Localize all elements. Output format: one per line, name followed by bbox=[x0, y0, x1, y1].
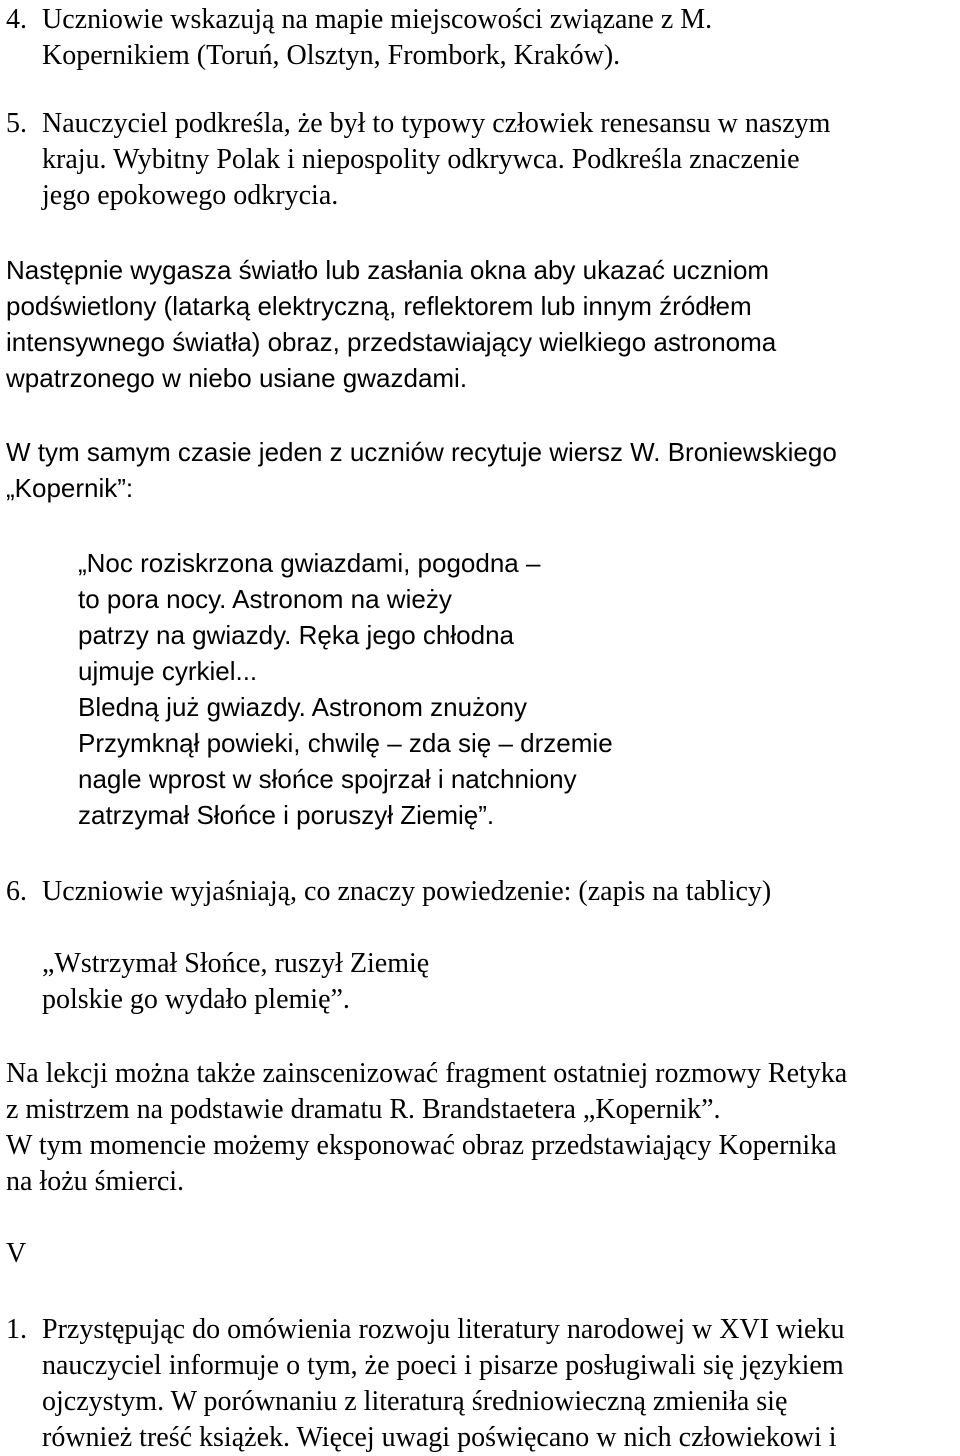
poem bbox=[78, 545, 960, 833]
list-item-5 bbox=[6, 106, 960, 214]
list-item-1 bbox=[6, 1312, 960, 1456]
list-text-line: Kopernikiem (Toruń, Olsztyn, Frombork, Kraków). bbox=[42, 40, 621, 71]
paragraph-line: „Kopernik”: bbox=[6, 473, 134, 503]
quote-line: „Wstrzymał Słońce, ruszył Ziemię bbox=[42, 948, 430, 979]
paragraph-scene bbox=[6, 1056, 960, 1200]
quote-line: polskie go wydało plemię”. bbox=[42, 984, 350, 1015]
paragraph-line: podświetlony (latarką elektryczną, reflektorem lub innym źródłem bbox=[6, 291, 752, 321]
poem-line: Bledną już gwiazdy. Astronom znużony bbox=[78, 692, 527, 722]
paragraph-light bbox=[6, 252, 960, 396]
list-number: 5. bbox=[6, 108, 27, 139]
paragraph-line: wpatrzonego w niebo usiane gwazdami. bbox=[6, 363, 468, 393]
poem-line: zatrzymał Słońce i poruszył Ziemię”. bbox=[78, 800, 495, 830]
poem-line: nagle wprost w słońce spojrzał i natchniony bbox=[78, 764, 577, 794]
paragraph-line: W tym momencie możemy eksponować obraz przedstawiający Kopernika bbox=[6, 1130, 837, 1161]
poem-line: patrzy na gwiazdy. Ręka jego chłodna bbox=[78, 620, 514, 650]
paragraph-line: na łożu śmierci. bbox=[6, 1166, 185, 1197]
paragraph-line: W tym samym czasie jeden z uczniów recytuje wiersz W. Broniewskiego bbox=[6, 437, 837, 467]
paragraph-recite bbox=[6, 434, 960, 506]
paragraph-line: intensywnego światła) obraz, przedstawiający wielkiego astronoma bbox=[6, 327, 777, 357]
paragraph-line: Następnie wygasza światło lub zasłania okna aby ukazać uczniom bbox=[6, 255, 770, 285]
list-text-line: Nauczyciel podkreśla, że był to typowy człowiek renesansu w naszym bbox=[42, 108, 831, 139]
paragraph-line: Na lekcji można także zainscenizować fragment ostatniej rozmowy Retyka bbox=[6, 1058, 848, 1089]
list-text-line: Uczniowie wskazują na mapie miejscowości związane z M. bbox=[42, 4, 713, 35]
list-number: 6. bbox=[6, 876, 27, 907]
poem-line: Przymknął powieki, chwilę – zda się – drzemie bbox=[78, 728, 613, 758]
list-number: 1. bbox=[6, 1314, 27, 1345]
list-text-line: nauczyciel informuje o tym, że poeci i pisarze posługiwali się językiem bbox=[42, 1350, 844, 1381]
list-text-line: ojczystym. W porównaniu z literaturą średniowieczną zmieniła się bbox=[42, 1386, 788, 1417]
poem-line: to pora nocy. Astronom na wieży bbox=[78, 584, 452, 614]
list-number: 4. bbox=[6, 4, 27, 35]
paragraph-line: z mistrzem na podstawie dramatu R. Brandstaetera „Kopernik”. bbox=[6, 1094, 721, 1125]
list-item-4 bbox=[6, 2, 960, 74]
section-label: V bbox=[6, 1238, 27, 1269]
poem-line: „Noc roziskrzona gwiazdami, pogodna – bbox=[78, 548, 541, 578]
list-text-line: również treść książek. Więcej uwagi poświęcano w nich człowiekowi i bbox=[42, 1422, 837, 1453]
list-text-line: kraju. Wybitny Polak i niepospolity odkrywca. Podkreśla znaczenie bbox=[42, 144, 800, 175]
list-text-line: Przystępując do omówienia rozwoju literatury narodowej w XVI wieku bbox=[42, 1314, 845, 1345]
list-item-6 bbox=[6, 874, 960, 910]
poem-line: ujmuje cyrkiel... bbox=[78, 656, 258, 686]
list-text-line: Uczniowie wyjaśniają, co znaczy powiedzenie: (zapis na tablicy) bbox=[42, 876, 772, 907]
list-text-line: jego epokowego odkrycia. bbox=[42, 180, 339, 211]
blackboard-quote bbox=[42, 946, 960, 1018]
